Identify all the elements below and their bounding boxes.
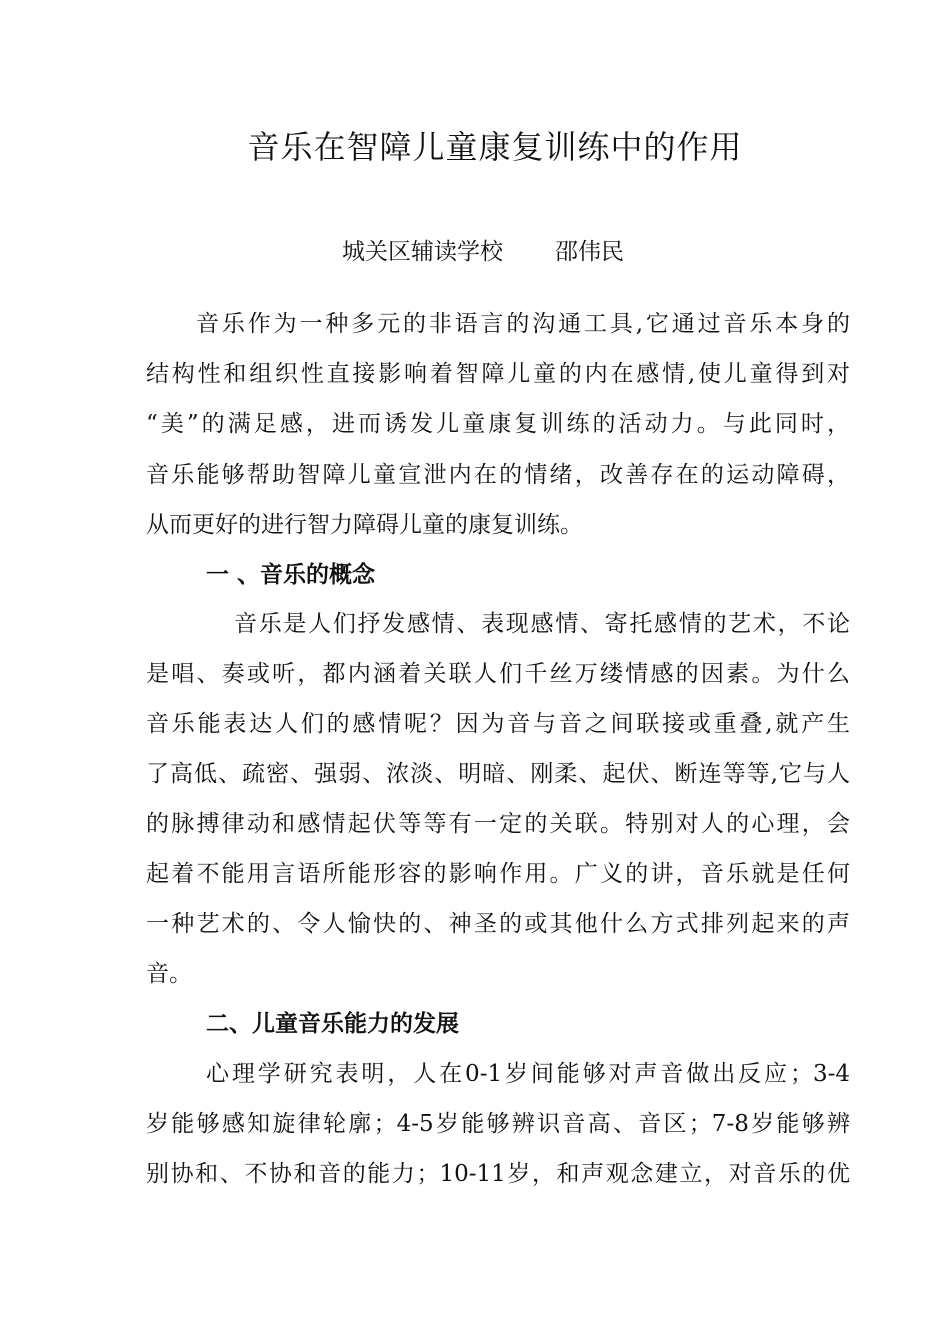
paragraph-line: 的脉搏律动和感情起伏等等有一定的关联。特别对人的心理，会 [146, 811, 850, 837]
author-name: 邵伟民 [555, 239, 624, 265]
paragraph-line: 音乐能够帮助智障儿童宣泄内在的情绪，改善存在的运动障碍， [146, 462, 850, 488]
paragraph-line: 起着不能用言语所能形容的影响作用。广义的讲，音乐就是任何 [146, 861, 850, 887]
paragraph-line: 音乐能表达人们的感情呢？因为音与音之间联接或重叠,就产生 [146, 711, 850, 737]
paragraph-line: 心理学研究表明，人在0-1岁间能够对声音做出反应；3-4 [206, 1061, 850, 1087]
paragraph-line: 音。 [146, 961, 192, 987]
paragraph-line: 音乐作为一种多元的非语言的沟通工具,它通过音乐本身的 [196, 311, 850, 337]
byline [342, 233, 624, 266]
section-heading: 二、儿童音乐能力的发展 [206, 1011, 459, 1037]
paragraph-line: 了高低、疏密、强弱、浓淡、明暗、刚柔、起伏、断连等等,它与人 [146, 761, 850, 787]
paragraph-line: 别协和、不协和音的能力；10-11岁，和声观念建立，对音乐的优 [146, 1161, 850, 1187]
paragraph-line: 一种艺术的、令人愉快的、神圣的或其他什么方式排列起来的声 [146, 911, 850, 937]
section-heading: 一 、音乐的概念 [206, 562, 376, 588]
school-name: 城关区辅读学校 [342, 239, 503, 265]
document-title: 音乐在智障儿童康复训练中的作用 [247, 128, 743, 166]
paragraph-line: “美”的满足感，进而诱发儿童康复训练的活动力。与此同时， [146, 411, 850, 437]
paragraph-line: 岁能够感知旋律轮廓；4-5岁能够辨识音高、音区；7-8岁能够辨 [146, 1111, 850, 1137]
paragraph-line: 是唱、奏或听，都内涵着关联人们千丝万缕情感的因素。为什么 [146, 661, 850, 687]
paragraph-line: 从而更好的进行智力障碍儿童的康复训练。 [146, 512, 583, 538]
paragraph-line: 结构性和组织性直接影响着智障儿童的内在感情,使儿童得到对 [146, 361, 850, 387]
paragraph-line: 音乐是人们抒发感情、表现感情、寄托感情的艺术，不论 [234, 611, 850, 637]
